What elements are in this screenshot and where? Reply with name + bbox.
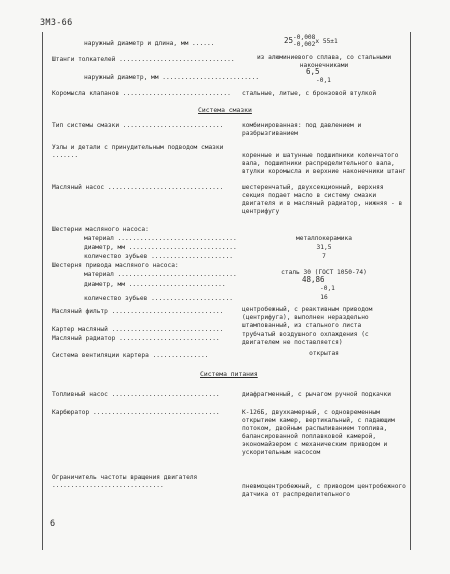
spec-label: Масляный радиатор ...........................	[52, 335, 220, 342]
spec-value: 7	[322, 253, 326, 260]
spec-label: Тип системы смазки ...........................	[52, 122, 224, 129]
spec-value: К-126Б, двухкамерный, с одновременным открытием камер, вертикальный, с падающим потоком, двойным распыливанием топлива, балансированной поплавковой камерой, экономайзером с механическим приводом и ускорительным насосом	[242, 409, 395, 456]
spec-value: шестеренчатый, двухсекционный, верхняя секция подает масло в систему смазки двигателя и в масляный радиатор, нижняя - в центрифугу	[242, 184, 403, 215]
spec-label: Шестерня привода масляного насоса:	[52, 262, 179, 269]
spec-label: Картер масляный ..............................	[52, 326, 224, 333]
spec-label: Узлы и детали с принудительным подводом смазки .......	[52, 144, 224, 159]
spec-label: Система вентиляции картера ...............	[52, 352, 209, 359]
spec-label: материал ................................	[84, 235, 237, 242]
spec-label: Масляный фильтр ..............................	[52, 308, 224, 315]
page-number: 6	[50, 519, 56, 529]
spec-value: пневмоцентробежный, с приводом центробежного датчика от распределительного	[242, 483, 406, 498]
spec-label: Топливный насос .............................	[52, 391, 220, 398]
spec-value: из алюминиевого сплава, со стальными наконечниками	[256, 54, 392, 69]
spec-label: диаметр, мм ..........................	[84, 281, 226, 288]
spec-label: материал ................................	[84, 271, 237, 278]
spec-label: Штанги толкателей ...............................	[52, 56, 235, 63]
spec-value: металлокерамика	[296, 235, 352, 242]
spec-label: количество зубьев ......................	[84, 295, 234, 302]
section-title-fuel: Система питания	[200, 370, 258, 378]
spec-value: трубчатый воздушного охлаждения (с двигателем не поставляется)	[242, 331, 369, 346]
spec-label: наружный диаметр и длина, мм ......	[84, 40, 215, 47]
spec-value: открытая	[309, 350, 339, 357]
spec-label: Ограничитель частоты вращения двигателя ..............................	[52, 474, 198, 489]
spec-value: стальные, литые, с бронзовой втулкой	[242, 90, 377, 97]
spec-label: наружный диаметр, мм ..........................	[84, 74, 260, 81]
dimension-formula: 25-0,008 -0,002x 55±1	[284, 34, 338, 48]
spec-value: коренные и шатунные подшипники коленчатого вала, подшипники распределительного вала, втулки коромысла и верхние наконечники штанг	[242, 152, 406, 175]
spec-label: Шестерни масляного насоса:	[52, 226, 149, 233]
spec-value: штампованный, из стального листа	[242, 322, 362, 329]
spec-value: 16	[320, 294, 328, 301]
frame-left-line	[42, 32, 43, 550]
spec-label: количество зубьев ......................	[84, 253, 234, 260]
gear-diameter-formula: 48,86 -0,1	[302, 275, 335, 292]
spec-label: Коромысла клапанов .............................	[52, 90, 231, 97]
spec-label: диаметр, мм .............................	[84, 244, 237, 251]
spec-value: диафрагменный, с рычагом ручной подкачки	[242, 391, 392, 398]
section-title-lubrication: Система смазки	[198, 106, 252, 114]
frame-right-line	[410, 32, 411, 550]
rod-diameter-formula: 6,5 -0,1	[306, 67, 331, 84]
spec-value: центробежный, с реактивным приводом (центрифуга), выполнен нераздельно	[242, 306, 373, 321]
spec-value: 31,5	[316, 244, 332, 251]
engine-code-header: ЗМЗ-66	[40, 18, 73, 28]
spec-label: Масляный насос ...............................	[52, 184, 224, 191]
spec-value: комбинированная: под давлением и разбрызгиванием	[242, 122, 362, 137]
spec-value: сталь 30 (ГОСТ 1050-74)	[281, 269, 367, 276]
spec-label: Карбюратор ..................................	[52, 409, 220, 416]
